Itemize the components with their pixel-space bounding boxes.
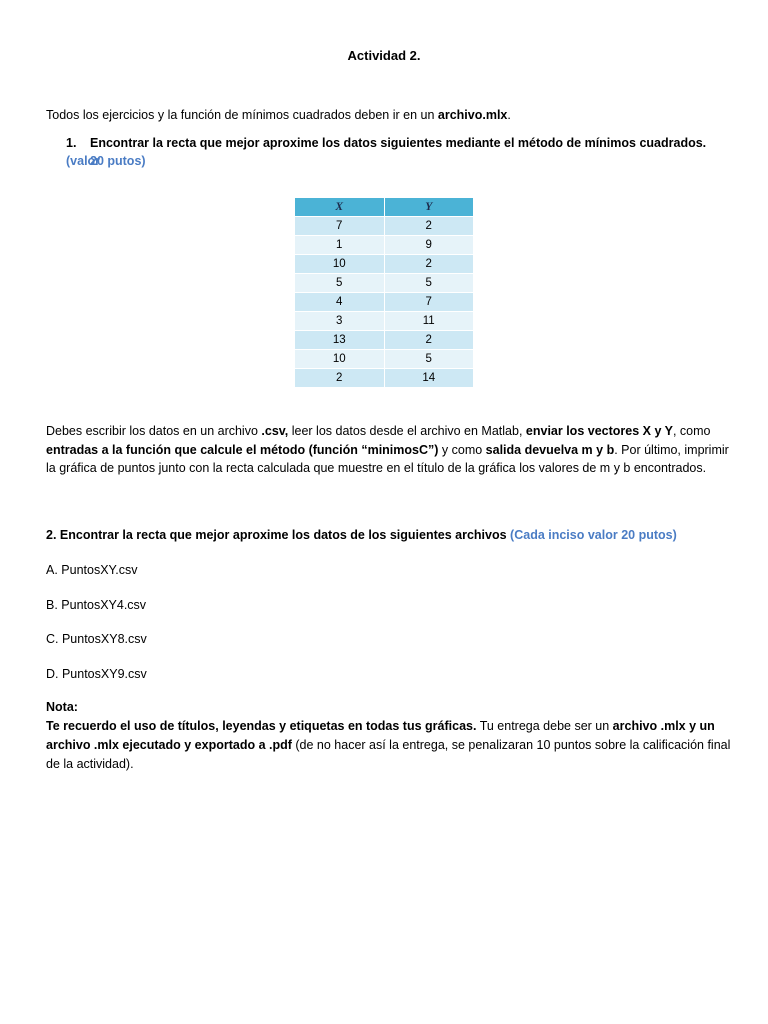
cell-x: 5 [295,274,384,293]
cell-y: 9 [384,236,473,255]
exercise-1-text: Encontrar la recta que mejor aproxime los datos siguientes mediante el método de mínimos cuadrados. [90,136,707,150]
cell-y: 2 [384,331,473,350]
file-item-d: D. PuntosXY9.csv [46,667,147,681]
instructions-paragraph: Debes escribir los datos en un archivo .csv, leer los datos desde el archivo en Matlab, enviar los vectores X y Y, como entradas a la función que calcule el método (función “minimosC”) y como salida devuelva m y b. Por último, imprimir la gráfica de puntos junto con la recta calculada que muestre en el título de la gráfica los valores de m y b encontrados. [46,424,729,475]
exercise-1-number: 1. [66,136,77,150]
table-row [295,274,473,293]
cell-y: 2 [384,255,473,274]
exercise-1-value: (valor [66,154,101,168]
table-row [295,217,473,236]
table-row [295,293,473,312]
exercise-1-value-cont: 20 putos) [90,154,146,168]
file-item-c: C. PuntosXY8.csv [46,632,147,646]
cell-y: 5 [384,350,473,369]
table-row [295,350,473,369]
file-item-b: B. PuntosXY4.csv [46,598,147,612]
column-header-x: X [295,198,384,217]
cell-x: 13 [295,331,384,350]
table-row [295,369,473,388]
data-table [295,198,473,387]
cell-x: 10 [295,350,384,369]
cell-x: 2 [295,369,384,388]
table-header-row [295,198,473,217]
cell-x: 7 [295,217,384,236]
intro-text: Todos los ejercicios y la función de mínimos cuadrados deben ir en un archivo.mlx. [46,108,511,122]
exercise-2-value: (Cada inciso valor 20 putos) [510,528,677,542]
cell-x: 3 [295,312,384,331]
cell-y: 14 [384,369,473,388]
table-row [295,331,473,350]
cell-y: 2 [384,217,473,236]
table-row [295,312,473,331]
table-row [295,236,473,255]
cell-x: 1 [295,236,384,255]
exercise-1 [66,134,726,170]
cell-y: 11 [384,312,473,331]
page-title: Actividad 2. [347,48,421,63]
cell-x: 4 [295,293,384,312]
cell-y: 5 [384,274,473,293]
note-section: Nota: Te recuerdo el uso de títulos, leyendas y etiquetas en todas tus gráficas. Tu entrega debe ser un archivo .mlx y un archivo .mlx ejecutado y exportado a .pdf (de no hacer así la entrega, se penalizaran 10 puntos sobre la calificación final de la actividad). [46,700,731,771]
note-label: Nota: [46,700,78,714]
file-item-a: A. PuntosXY.csv [46,563,138,577]
column-header-y: Y [384,198,473,217]
exercise-2 [46,526,736,544]
cell-x: 10 [295,255,384,274]
cell-y: 7 [384,293,473,312]
table-row [295,255,473,274]
exercise-2-text: 2. Encontrar la recta que mejor aproxime los datos de los siguientes archivos [46,528,511,542]
